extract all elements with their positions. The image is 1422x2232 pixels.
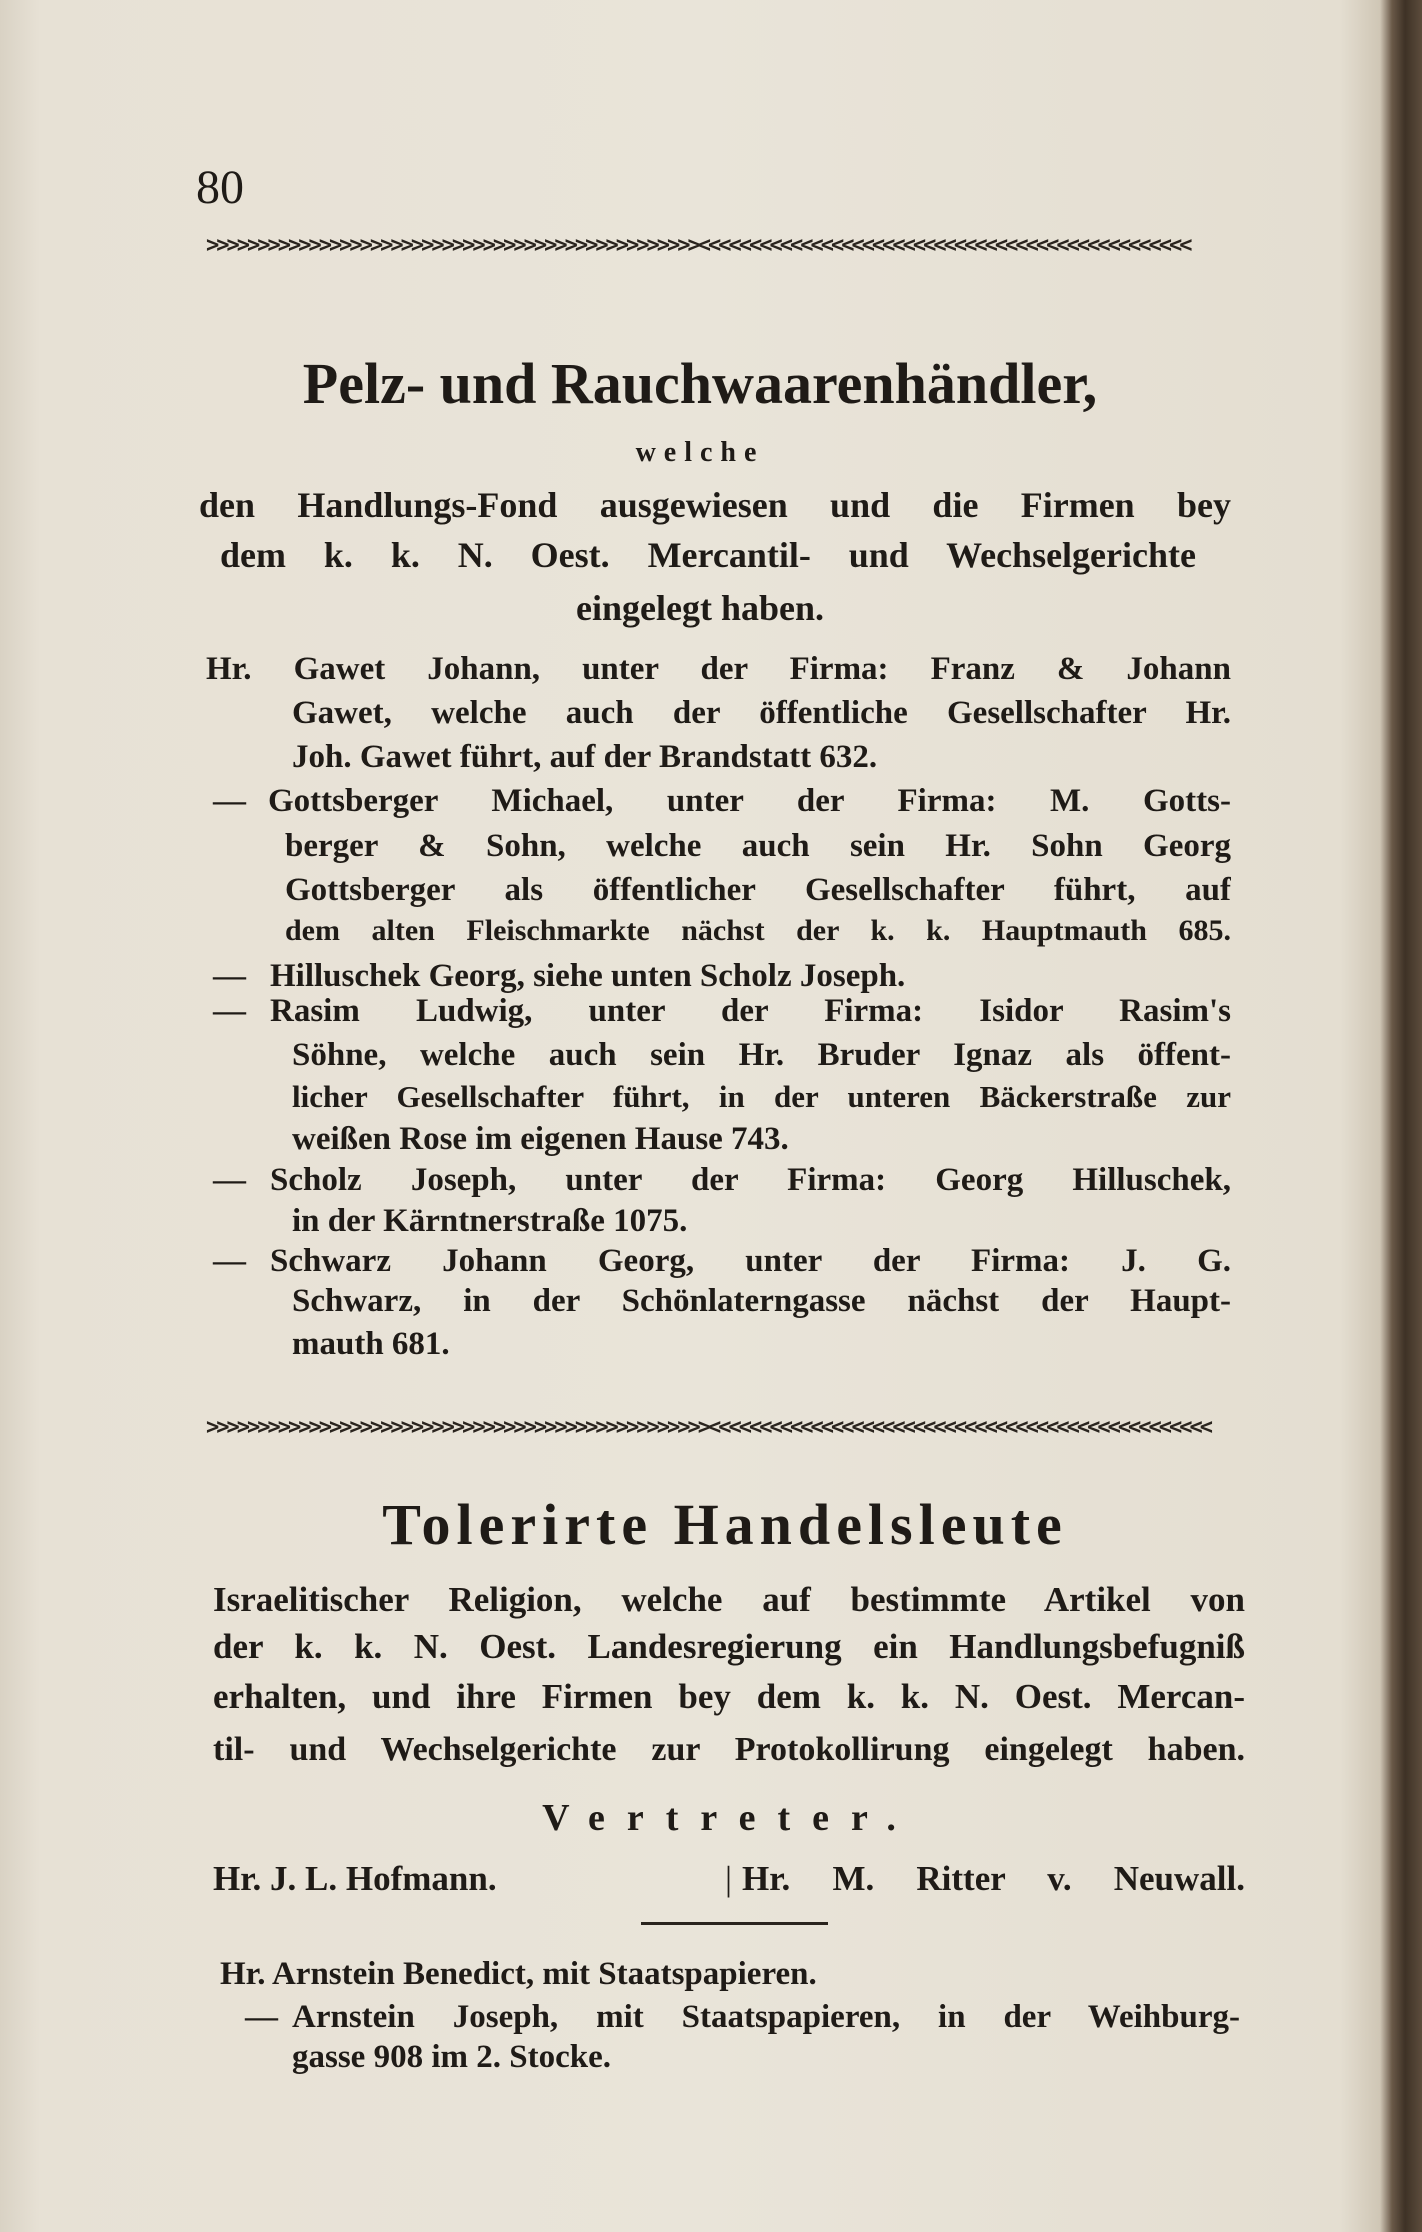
divider-rule [641,1922,828,1925]
entry-line: Arnstein Joseph, mit Staatspapieren, in der Weihburg- [292,1999,1240,2035]
paragraph-line: Israelitischer Religion, welche auf bestimmte Artikel von [213,1580,1245,1619]
page-number: 80 [196,161,244,214]
entry-line: Gawet, welche auch der öffentliche Gesellschafter Hr. [292,695,1231,731]
representative-separator: | [725,1859,733,1898]
representative-name: Hr. M. Ritter v. Neuwall. [742,1859,1245,1898]
section-title-tolerated-merchants: Tolerirte Handelsleute [382,1492,1068,1557]
entry-dash: — [213,1162,246,1198]
representative-name: Hr. J. L. Hofmann. [213,1859,497,1898]
ornament-divider: >>>>>>>>>>>>>>>>>>>>>>>>>>>>>>>>>>>>>>>>>>>>>>>><<<<<<<<<<<<<<<<<<<<<<<<<<<<<<<<<<<<<<<<<<<<<<<< [206,236,1190,256]
entry-line: Hr. Arnstein Benedict, mit Staatspapieren. [220,1956,817,1992]
subtitle-line: dem k. k. N. Oest. Mercantil- und Wechselgerichte [220,535,1196,575]
entry-line: Rasim Ludwig, unter der Firma: Isidor Rasim's [270,993,1231,1029]
ornament-divider: >>>>>>>>>>>>>>>>>>>>>>>>>>>>>>>>>>>>>>>>>>>>>>>>><<<<<<<<<<<<<<<<<<<<<<<<<<<<<<<<<<<<<<<<<<<<<<<<< [206,1418,1211,1438]
entry-line: berger & Sohn, welche auch sein Hr. Sohn Georg [285,828,1231,864]
entry-line: Gottsberger Michael, unter der Firma: M. Gotts- [268,783,1231,819]
subtitle-line: eingelegt haben. [576,588,824,628]
entry-dash: — [213,1243,246,1279]
entry-line: Schwarz, in der Schönlaterngasse nächst der Haupt- [292,1283,1231,1319]
entry-dash: — [213,958,246,994]
entry-line: Schwarz Johann Georg, unter der Firma: J. G. [270,1243,1231,1279]
representatives-heading: Vertreter. [542,1797,918,1839]
entry-dash: — [213,993,246,1029]
entry-line: Hilluschek Georg, siehe unten Scholz Joseph. [270,958,906,994]
entry-line: gasse 908 im 2. Stocke. [292,2039,611,2075]
entry-dash: — [245,1999,278,2035]
entry-line: weißen Rose im eigenen Hause 743. [292,1121,789,1157]
section-title-furriers: Pelz- und Rauchwaarenhändler, [302,351,1098,416]
entry-line: in der Kärntnerstraße 1075. [292,1203,688,1239]
subtitle-line: welche [635,437,765,468]
entry-line: Hr. Gawet Johann, unter der Firma: Franz & Johann [206,651,1231,687]
entry-dash: — [213,783,246,819]
entry-line: Gottsberger als öffentlicher Gesellschafter führt, auf [285,872,1231,908]
entry-line: Joh. Gawet führt, auf der Brandstatt 632. [292,739,878,775]
entry-line: Scholz Joseph, unter der Firma: Georg Hilluschek, [270,1162,1231,1198]
entry-line: mauth 681. [292,1326,450,1362]
entry-line: licher Gesellschafter führt, in der unteren Bäckerstraße zur [292,1079,1231,1114]
paragraph-line: erhalten, und ihre Firmen bey dem k. k. N. Oest. Mercan- [213,1677,1245,1716]
paragraph-line: der k. k. N. Oest. Landesregierung ein Handlungsbefugniß [213,1627,1245,1666]
entry-line: dem alten Fleischmarkte nächst der k. k. Hauptmauth 685. [285,914,1231,947]
entry-line: Söhne, welche auch sein Hr. Bruder Ignaz als öffent- [292,1037,1231,1073]
subtitle-line: den Handlungs-Fond ausgewiesen und die Firmen bey [199,485,1231,525]
paragraph-line: til- und Wechselgerichte zur Protokollirung eingelegt haben. [213,1731,1245,1768]
